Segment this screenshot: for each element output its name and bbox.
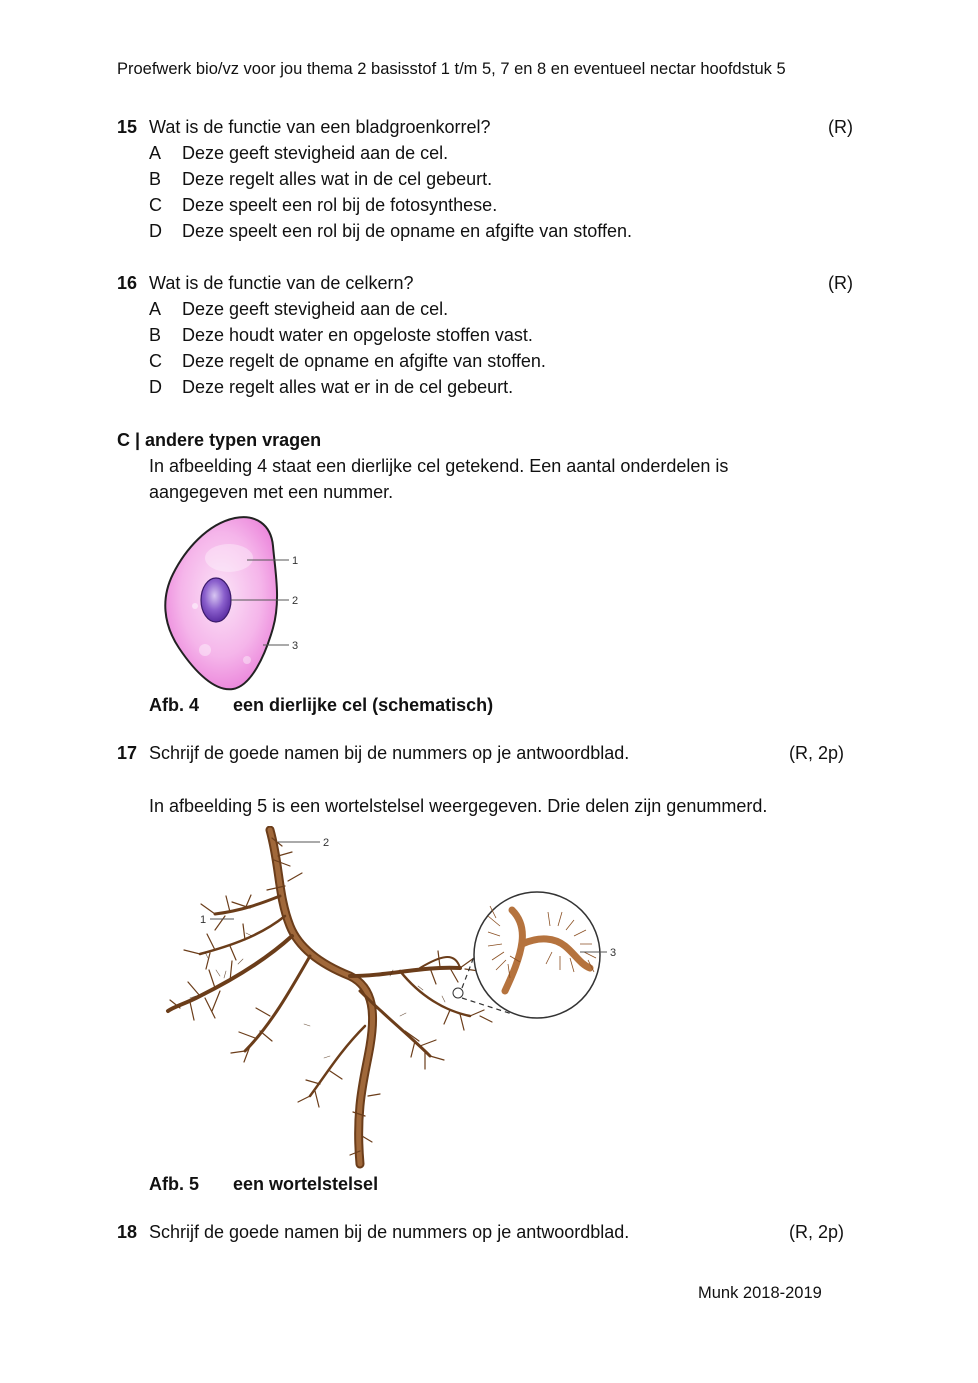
option-text: Deze houdt water en opgeloste stoffen vast. [182, 325, 533, 345]
question-marks: (R) [828, 273, 853, 293]
option-text: Deze regelt alles wat in de cel gebeurt. [182, 169, 493, 189]
figure4-caption [149, 695, 494, 716]
question-number: 17 [117, 743, 138, 763]
figure5-caption [149, 1174, 379, 1195]
option-text: Deze speelt een rol bij de opname en afgifte van stoffen. [182, 221, 632, 241]
option-letter: C [149, 351, 162, 371]
option-letter: B [149, 325, 162, 345]
question-marks: (R, 2p) [788, 1222, 844, 1242]
animal-cell-figure [155, 510, 315, 695]
cell-nucleus [201, 578, 231, 622]
option-letter: A [149, 299, 162, 319]
caption-text: een wortelstelsel [233, 1174, 379, 1194]
section-title: C | andere typen vragen [117, 430, 322, 450]
option-letter: A [149, 143, 162, 163]
option-letter: D [149, 221, 162, 241]
question-marks: (R, 2p) [788, 743, 844, 763]
caption-number: Afb. 5 [149, 1174, 200, 1194]
figure5-label-2: 2 [323, 837, 330, 849]
option-letter: C [149, 195, 162, 215]
question-text: Schrijf de goede namen bij de nummers op je antwoordblad. [149, 1222, 630, 1242]
question-16 [117, 273, 853, 297]
figure5-label-3: 3 [610, 947, 617, 959]
question-number: 15 [117, 117, 138, 137]
intro-figure5: In afbeelding 5 is een wortelstelsel weergegeven. Drie delen zijn genummerd. [149, 796, 768, 816]
option-text: Deze geeft stevigheid aan de cel. [182, 143, 449, 163]
caption-text: een dierlijke cel (schematisch) [233, 695, 494, 715]
figure5-label-1: 1 [200, 914, 207, 926]
option-text: Deze regelt alles wat er in de cel gebeurt. [182, 377, 514, 397]
intro-figure4-line1: In afbeelding 4 staat een dierlijke cel getekend. Een aantal onderdelen is [149, 456, 729, 476]
question-18 [117, 1222, 844, 1246]
figure4-label-2: 2 [292, 595, 299, 607]
question-marks: (R) [828, 117, 853, 137]
question-text: Schrijf de goede namen bij de nummers op je antwoordblad. [149, 743, 630, 763]
figure4-label-1: 1 [292, 555, 299, 567]
root-hair-magnifier [474, 892, 600, 1018]
caption-number: Afb. 4 [149, 695, 200, 715]
question-text: Wat is de functie van de celkern? [149, 273, 414, 293]
question-15 [117, 117, 853, 141]
option-text: Deze regelt de opname en afgifte van stoffen. [182, 351, 546, 371]
intro-figure4-line2: aangegeven met een nummer. [149, 482, 394, 502]
option-text: Deze geeft stevigheid aan de cel. [182, 299, 449, 319]
question-number: 16 [117, 273, 138, 293]
question-number: 18 [117, 1222, 138, 1242]
root-system-figure [160, 826, 630, 1171]
option-letter: D [149, 377, 162, 397]
page-header: Proefwerk bio/vz voor jou thema 2 basisstof 1 t/m 5, 7 en 8 en eventueel nectar hoofdstuk 5 [117, 60, 786, 78]
option-letter: B [149, 169, 162, 189]
figure4-label-3: 3 [292, 640, 299, 652]
page-footer: Munk 2018-2019 [698, 1284, 822, 1302]
question-text: Wat is de functie van een bladgroenkorrel? [149, 117, 491, 137]
option-text: Deze speelt een rol bij de fotosynthese. [182, 195, 498, 215]
cytoplasm-highlight [205, 544, 253, 572]
question-17 [117, 743, 844, 767]
